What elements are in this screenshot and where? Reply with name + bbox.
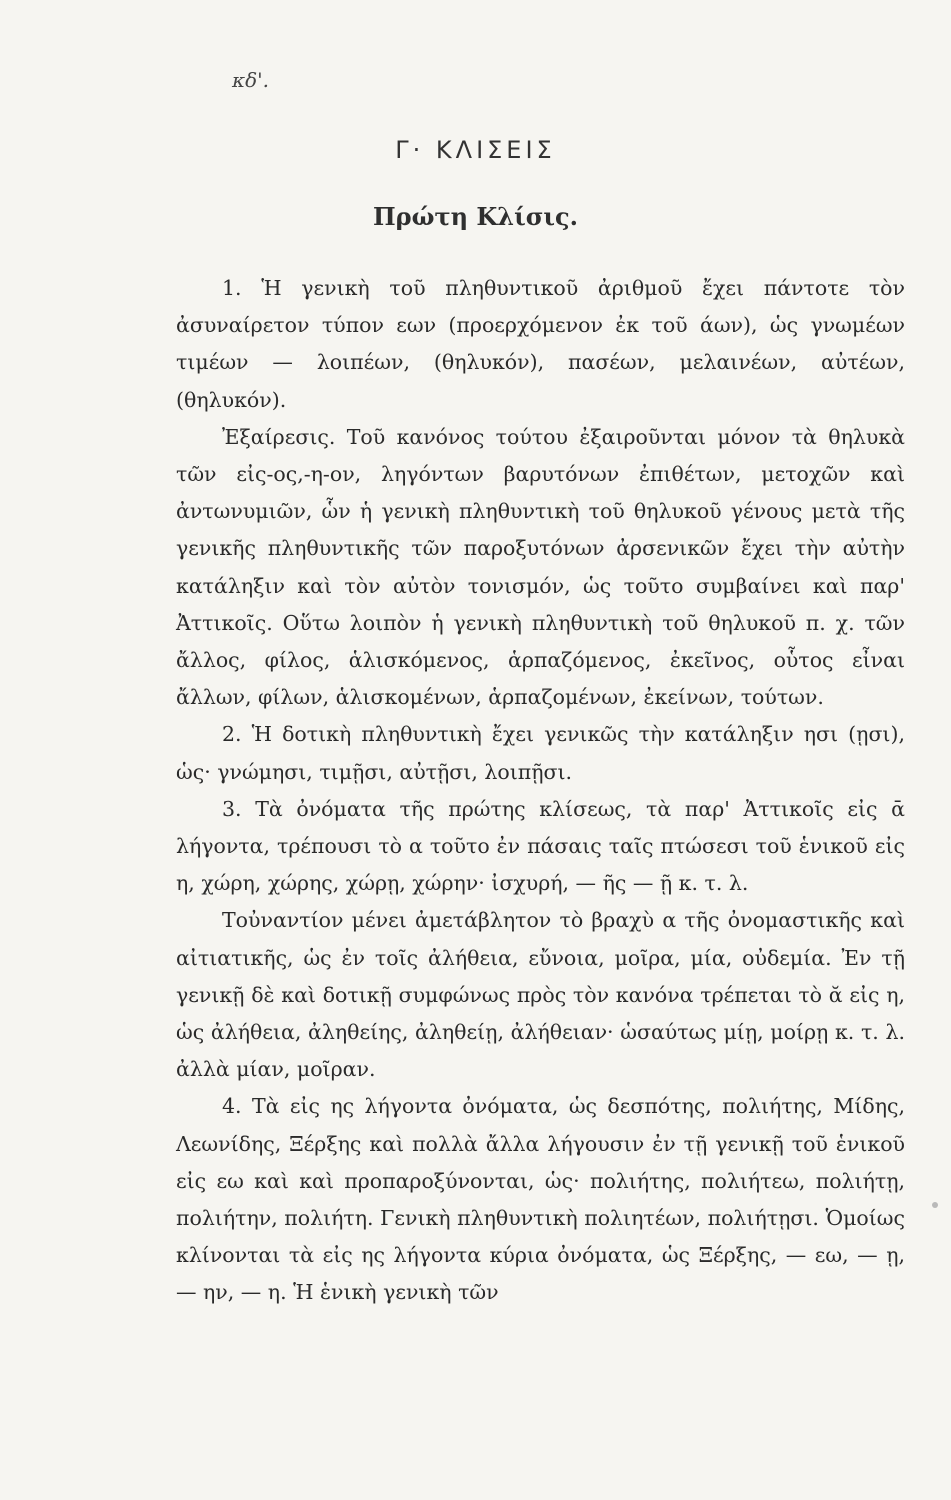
paragraph-4: 4. Τὰ εἰς ης λήγοντα ὀνόματα, ὡς δεσπότης, πολιήτης, Μίδης, Λεωνίδης, Ξέρξης καὶ πολλὰ ἄλλα λήγουσιν ἐν τῇ γενικῇ τοῦ ἑνικοῦ εἰς εω καὶ καὶ προπαροξύνονται, ὡς· πολιήτης, πολιήτεω, πολιήτῃ, πολιήτην, πολιήτη. Γενικὴ πληθυντικὴ πολιητέων, πολιήτῃσι. Ὁμοίως κλίνονται τὰ εἰς ης λήγοντα κύρια ὀνόματα, ὡς Ξέρξης, — εω, — ῃ, — ην, — η. Ἡ ἑνικὴ γενικὴ τῶν [176, 1094, 905, 1305]
chapter-title: Γ· ΚΛΙΣΕΙΣ [395, 136, 556, 164]
paragraph-3-continuation: Τοὐναντίον μένει ἀμετάβλητον τὸ βραχὺ α τῆς ὀνομαστικῆς καὶ αἰτιατικῆς, ὡς ἐν τοῖς ἀλήθεια, εὔνοια, μοῖρα, μία, οὐδεμία. Ἐν τῇ γενικῇ δὲ καὶ δοτικῇ συμφώνως πρὸς τὸν κανόνα τρέπεται τὸ ᾰ εἰς η, ὡς ἀλήθεια, ἀληθείης, ἀληθείῃ, ἀλήθειαν· ὡσαύτως μίῃ, μοίρῃ κ. τ. λ. ἀλλὰ μίαν, μοῖραν. [176, 908, 905, 1082]
body-text [176, 270, 905, 1312]
paragraph-1: 1. Ἡ γενικὴ τοῦ πληθυντικοῦ ἀριθμοῦ ἔχει πάντοτε τὸν ἀσυναίρετον τύπον εων (προερχόμενον ἐκ τοῦ άων), ὡς γνωμέων τιμέων — λοιπέων, (θηλυκόν), πασέων, μελαινέων, αὐτέων, (θηλυκόν). [176, 276, 905, 412]
paragraph-2: 2. Ἡ δοτικὴ πληθυντικὴ ἔχει γενικῶς τὴν κατάληξιν ησι (ῃσι), ὡς· γνώμησι, τιμῇσι, αὐτῇσι, λοιπῇσι. [176, 722, 905, 784]
section-title: Πρώτη Κλίσις. [372, 202, 578, 231]
paragraph-3: 3. Τὰ ὀνόματα τῆς πρώτης κλίσεως, τὰ παρ' Ἀττικοῖς εἰς ᾱ λήγοντα, τρέπουσι τὸ α τοῦτο ἐν πάσαις ταῖς πτώσεσι τοῦ ἑνικοῦ εἰς η, χώρη, χώρης, χώρῃ, χώρην· ἰσχυρή, — ῆς — ῇ κ. τ. λ. [176, 796, 905, 896]
margin-dot [932, 1202, 938, 1208]
page-number: κδ'. [232, 68, 270, 92]
paragraph-exception: Ἐξαίρεσις. Τοῦ κανόνος τούτου ἐξαιροῦνται μόνον τὰ θηλυκὰ τῶν εἰς-ος,-η-ον, ληγόντων βαρυτόνων ἐπιθέτων, μετοχῶν καὶ ἀντωνυμιῶν, ὧν ἡ γενικὴ πληθυντικὴ τοῦ θηλυκοῦ γένους μετὰ τῆς γενικῆς πληθυντικῆς τῶν παροξυτόνων ἀρσενικῶν ἔχει τὴν αὐτὴν κατάληξιν καὶ τὸν αὐτὸν τονισμόν, ὡς τοῦτο συμβαίνει καὶ παρ' Ἀττικοῖς. Οὕτω λοιπὸν ἡ γενικὴ πληθυντικὴ τοῦ θηλυκοῦ π. χ. τῶν ἄλλος, φίλος, ἁλισκόμενος, ἁρπαζόμενος, ἐκεῖνος, οὗτος εἶναι ἄλλων, φίλων, ἁλισκομένων, ἁρπαζομένων, ἐκείνων, τούτων. [176, 424, 905, 710]
